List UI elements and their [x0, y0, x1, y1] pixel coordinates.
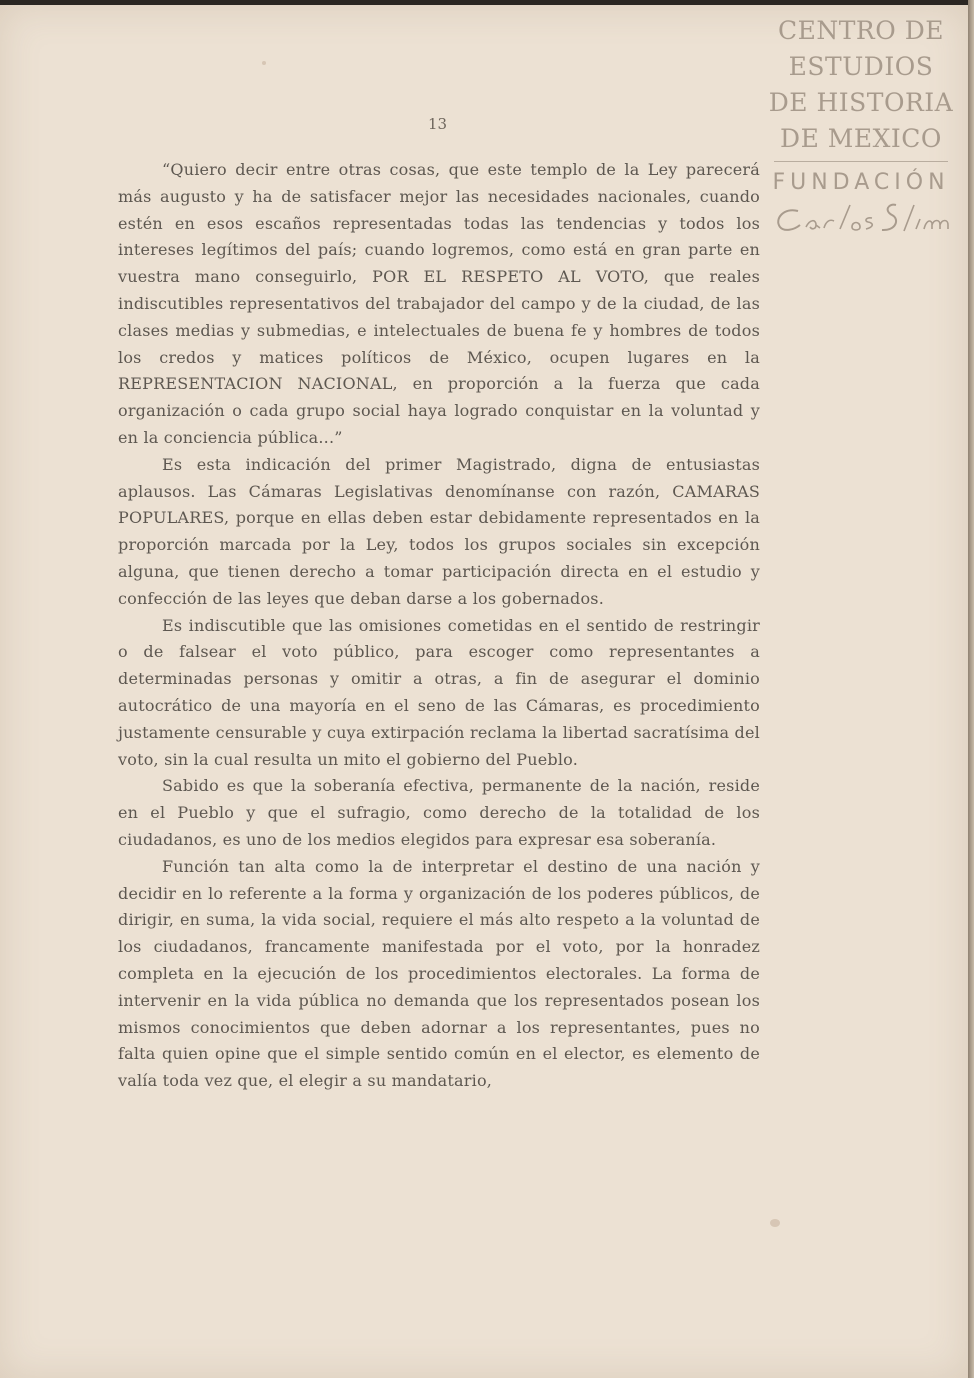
page-number: 13 [428, 115, 448, 133]
watermark-line-1: CENTRO DE [778, 16, 944, 45]
watermark-line-3: DE HISTORIA [768, 88, 954, 117]
watermark-line-4: DE MEXICO [780, 124, 942, 153]
signature-graphic [766, 197, 956, 239]
watermark-signature [766, 197, 956, 243]
paper-spot [262, 61, 266, 65]
paragraph-3: Es indiscutible que las omisiones cometidas en el sentido de restringir o de falsear el voto público, para escoger como representantes a determinadas personas y omitir a otras, a fin de asegurar el dominio autocrático de una mayoría en el seno de las Cámaras, es procedimiento justamente censurable y cuya extirpación reclama la libertad sacratísima del voto, sin la cual resulta un mito el gobierno del Pueblo. [118, 615, 760, 769]
document-page [0, 5, 968, 1378]
watermark-divider [774, 161, 948, 162]
paragraph-1: “Quiero decir entre otras cosas, que este templo de la Ley parecerá más augusto y ha de satisfacer mejor las necesidades nacionales, cuando estén en esos escaños representadas todas las tendencias y todos los intereses legítimos del país; cuando logremos, como está en gran parte en vuestra mano conseguirlo, POR EL RESPETO AL VOTO, que reales indiscutibles representativos del trabajador del campo y de la ciudad, de las clases medias y submedias, e intelectuales de buena fe y hombres de todos los credos y matices políticos de México, ocupen lugares en la REPRESENTACION NACIONAL, en proporción a la fuerza que cada organización o cada grupo social haya logrado conquistar en la voluntad y en la conciencia pública...” [118, 160, 760, 447]
page-edge [968, 0, 974, 1378]
paragraph-4: Sabido es que la soberanía efectiva, permanente de la nación, reside en el Pueblo y que el sufragio, como derecho de la totalidad de los ciudadanos, es uno de los medios elegidos para expresar esa soberanía. [118, 776, 760, 849]
paragraph-5: Función tan alta como la de interpretar el destino de una nación y decidir en lo referente a la forma y organización de los poderes públicos, de dirigir, en suma, la vida social, requiere el más alto respeto a la voluntad de los ciudadanos, francamente manifestada por el voto, por la honradez completa en la ejecución de los procedimientos electorales. La forma de intervenir en la vida pública no demanda que los representados posean los mismos conocimientos que deben adornar a los representantes, pues no falta quien opine que el simple sentido común en el elector, es elemento de valía toda vez que, el elegir a su mandatario, [118, 856, 760, 1091]
watermark-line-2: ESTUDIOS [788, 52, 934, 81]
paragraph-2: Es esta indicación del primer Magistrado, digna de entusiastas aplausos. Las Cámaras Legislativas denomínanse con razón, CAMARAS POPULARES, porque en ellas deben estar debidamente representados en la proporción marcada por la Ley, todos los grupos sociales sin excepción alguna, que tienen derecho a tomar participación directa en el estudio y confección de las leyes que deban darse a los gobernados. [118, 454, 760, 608]
watermark-foundation: FUNDACIÓN [772, 170, 950, 195]
document-body [118, 157, 760, 1095]
archive-watermark [766, 13, 956, 243]
paper-spot [770, 1219, 780, 1227]
